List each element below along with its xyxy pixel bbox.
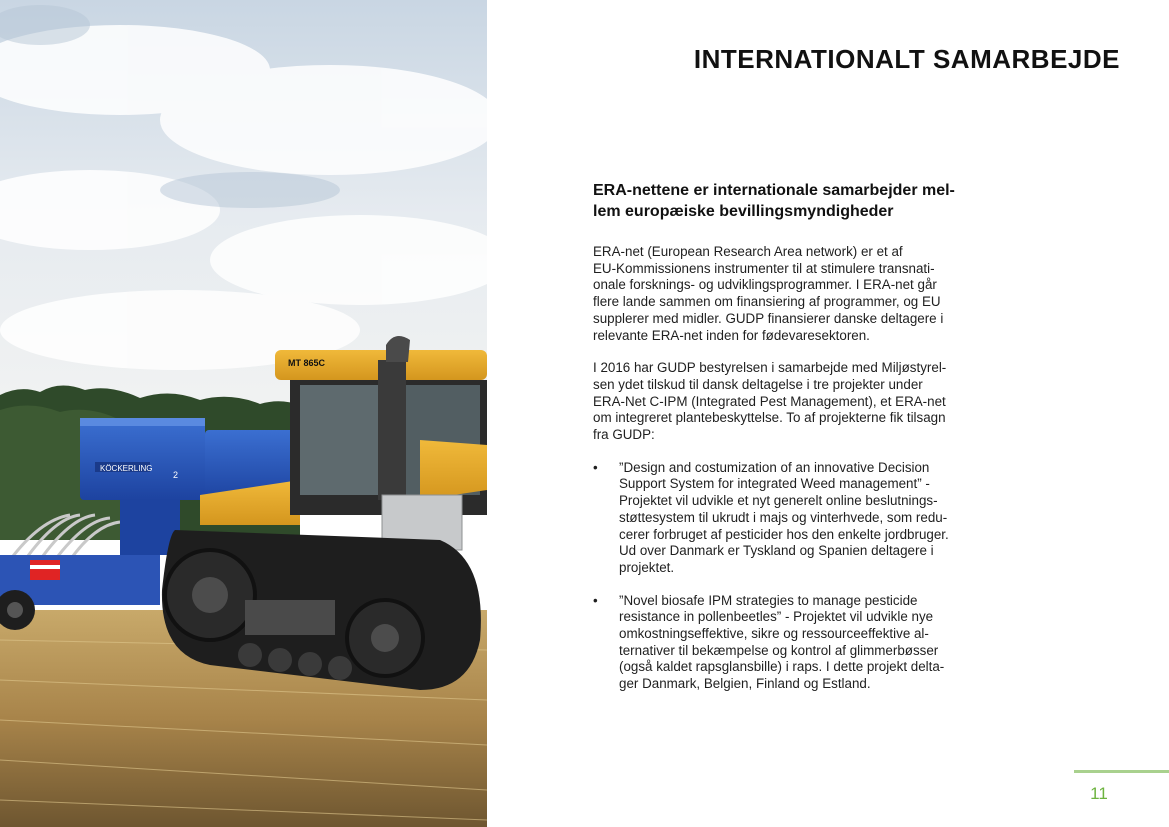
list-item bbox=[593, 460, 1015, 577]
list-item-text: ”Design and costumization of an innovative Decision Support System for integrated Weed management” - Projektet vil udvikle et nyt generelt online beslutnings- støttesystem til ukrudt i majs og vinterhvede, som redu- cerer forbruget af pesticider hos den enkelte jordbruger. Ud over Danmark er Tyskland og Spanien deltagere i projektet. bbox=[619, 459, 949, 575]
seeder-brand-label: KÖCKERLING bbox=[100, 464, 153, 473]
article-body bbox=[593, 180, 1015, 709]
bullet-icon: • bbox=[593, 592, 598, 608]
list-item bbox=[593, 593, 1015, 693]
tank-number-label: 2 bbox=[173, 470, 179, 480]
paragraph-gudp-2016-text: I 2016 har GUDP bestyrelsen i samarbejde med Miljøstyrel- sen ydet tilskud til dansk deltagelse i tre projekter under ERA-Net C-IPM (Integrated Pest Management), et ERA-net om integreret plantebeskyttelse. To af projekterne fik tilsagn fra GUDP: bbox=[593, 360, 947, 443]
list-item-text: ”Novel biosafe IPM strategies to manage pesticide resistance in pollenbeetles” - Projektet vil udvikle nye omkostningseffektive, sikre og ressourceeffektive al- ternativer til bekæmpelse og kontrol af glimmerbøsser (også kaldet rapsglansbille) i raps. I dette projekt delta- ger Danmark, Belgien, Finland og Estland. bbox=[619, 592, 945, 692]
tractor-photo bbox=[0, 0, 487, 827]
paragraph-era-net bbox=[593, 244, 1015, 344]
paragraph-gudp-2016 bbox=[593, 360, 1015, 444]
lead-text: ERA-nettene er internationale samarbejder mel- lem europæiske bevillingsmyndigheder bbox=[593, 182, 955, 220]
paragraph-era-net-text: ERA-net (European Research Area network) er et af EU-Kommissionens instrumenter til at stimulere transnati- onale forsknings- og udviklingsprogrammer. I ERA-net går flere lande sammen om finansiering af programmer, og EU supplerer med midler. GUDP finansierer danske deltagere i relevante ERA-net inden for fødevaresektoren. bbox=[593, 244, 944, 343]
lead-heading bbox=[593, 180, 1015, 222]
tractor-model-label: MT 865C bbox=[288, 358, 326, 368]
page-number-rule bbox=[1074, 770, 1169, 773]
page-title: INTERNATIONALT SAMARBEJDE bbox=[693, 44, 1120, 74]
project-list bbox=[593, 460, 1015, 693]
page-number: 11 bbox=[1090, 784, 1108, 803]
bullet-icon: • bbox=[593, 459, 598, 475]
